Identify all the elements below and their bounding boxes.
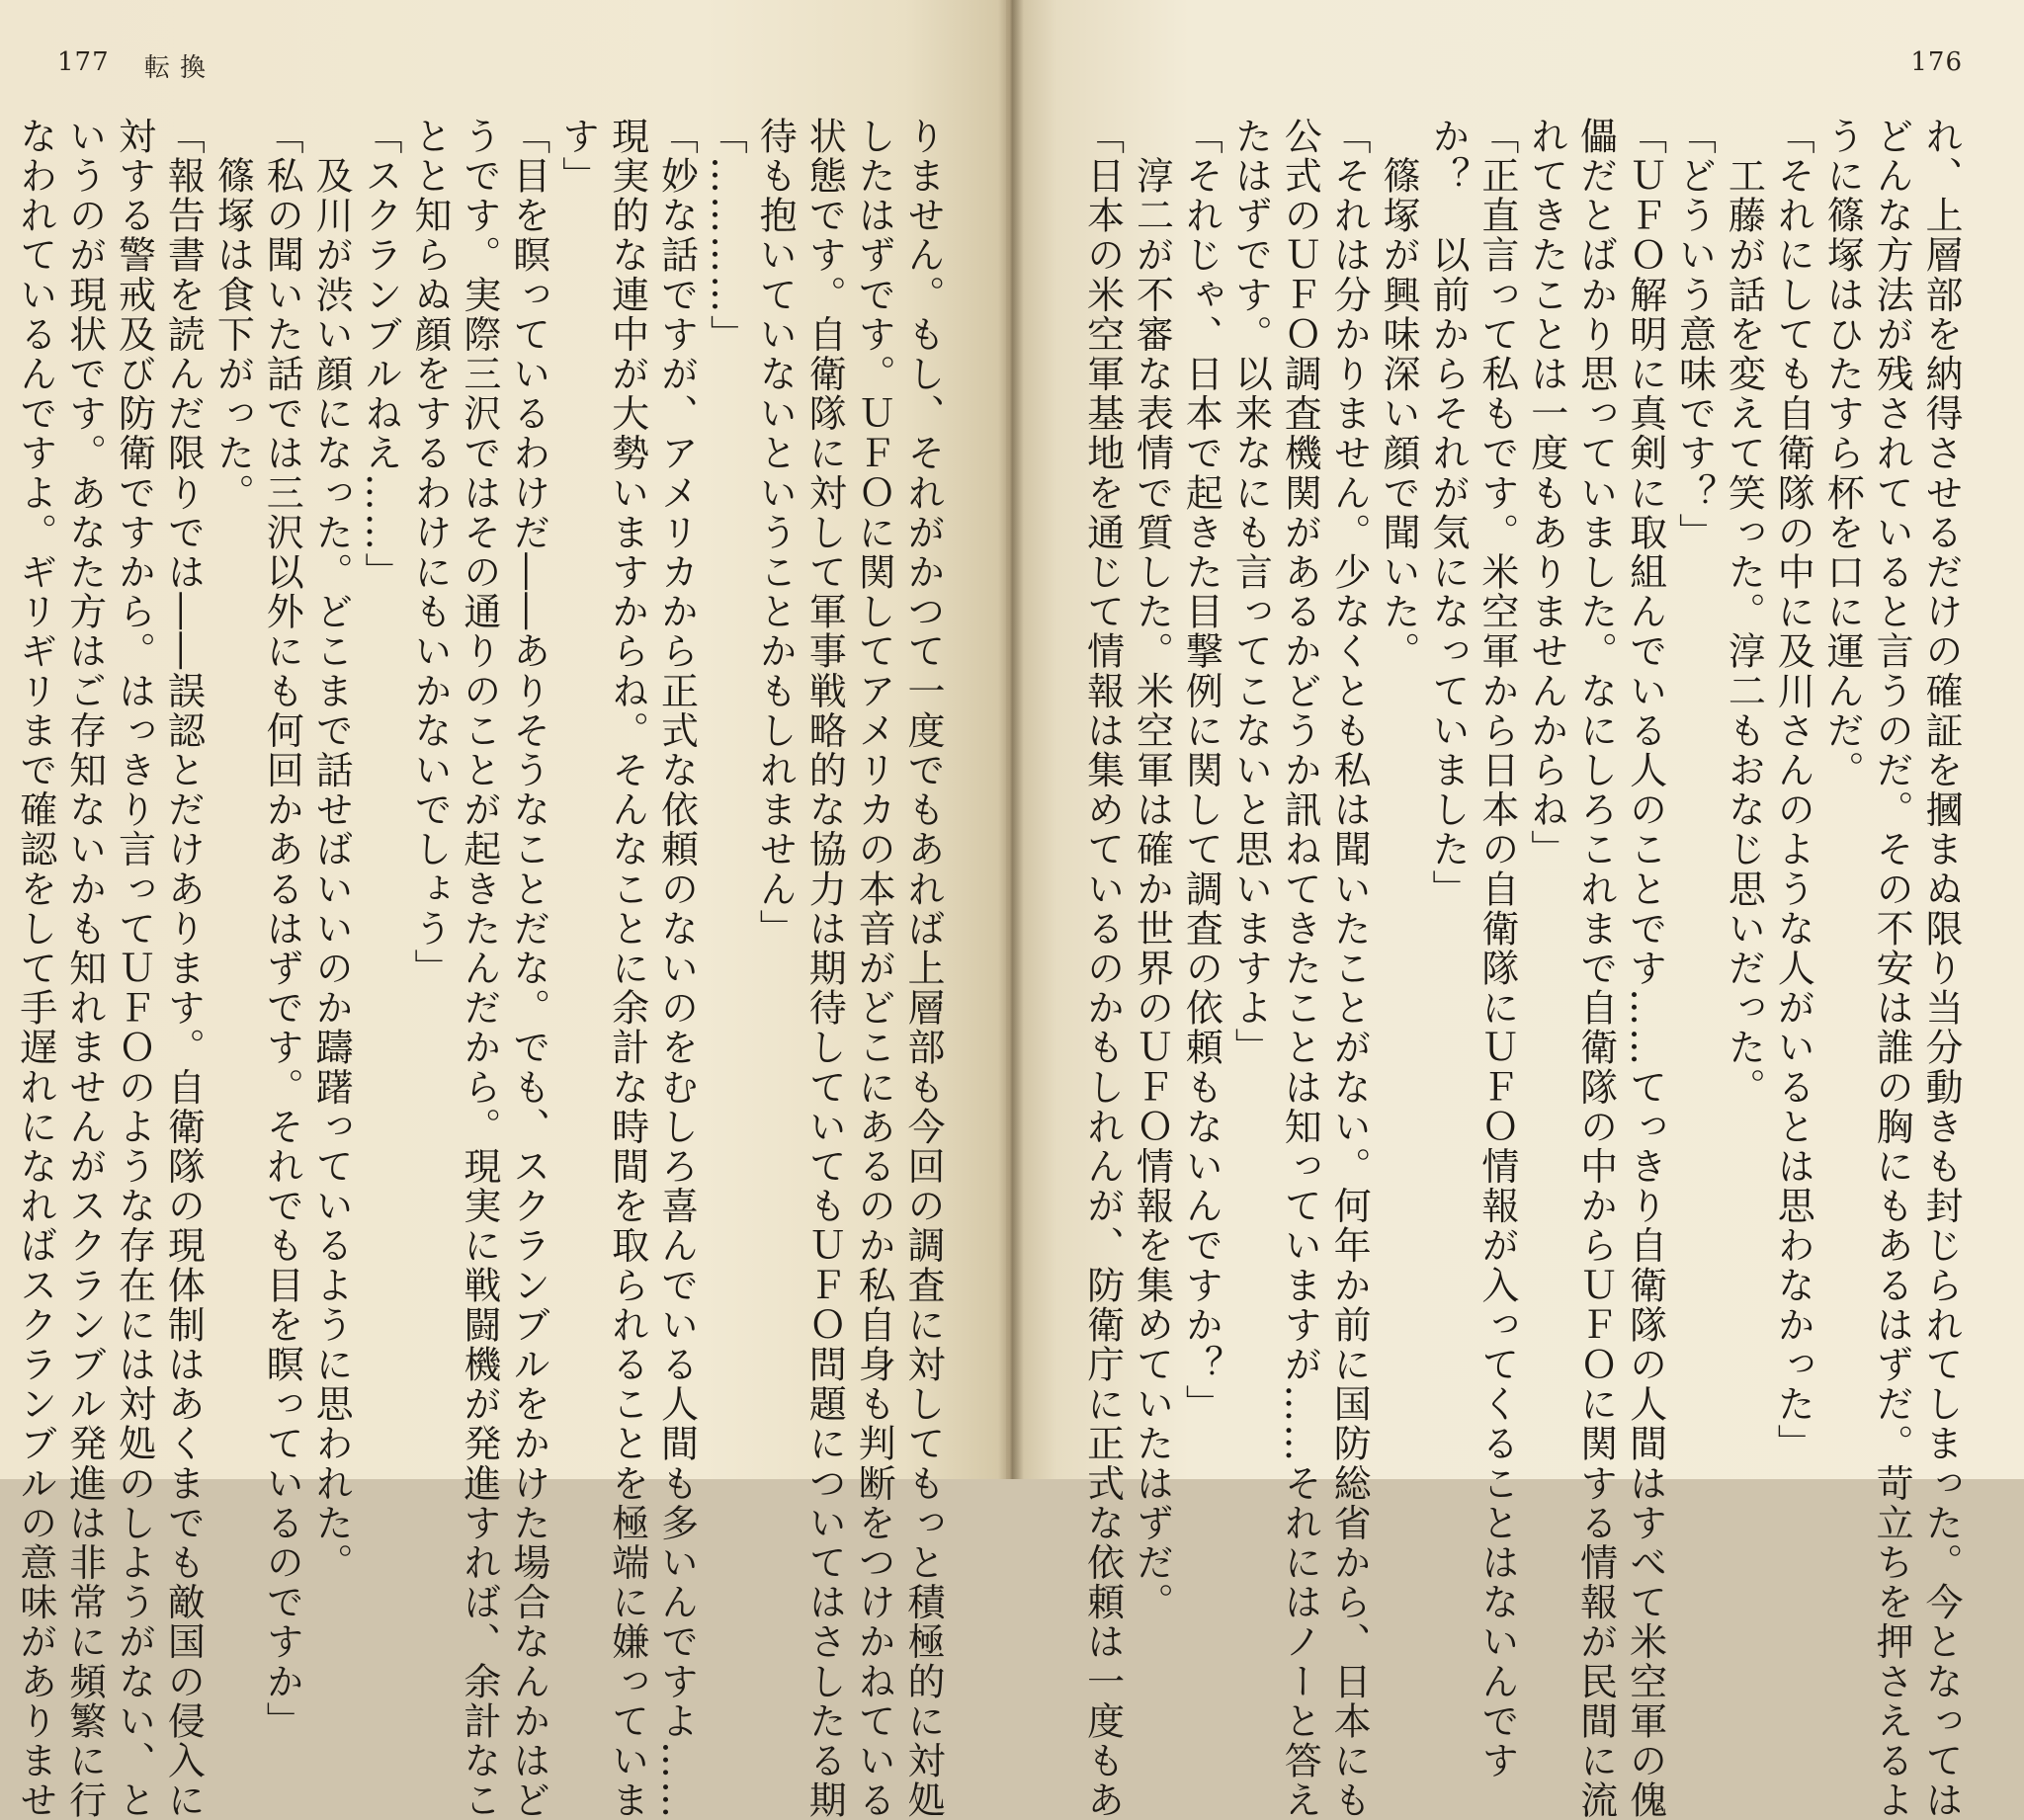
- text-line: 状態です。自衛隊に対して軍事戦略的な協力は期待していてもＵＦＯ問題についてはさしたる期: [802, 117, 847, 1820]
- left-page-number: 177: [57, 47, 110, 77]
- text-line: うです。実際三沢ではその通りのことが起きたんだから。現実に戦闘機が発進すれば、余計なこ: [457, 117, 501, 1820]
- text-line: 現実的な連中が大勢いますからね。そんなことに余計な時間を取られることを極端に嫌っていま: [605, 117, 649, 1820]
- text-line: 「日本の米空軍基地を通じて情報は集めているのかもしれんが、防衛庁に正式な依頼は一度もあ: [1080, 117, 1125, 1820]
- text-line: 「目を瞑っているわけだ――ありそうなことだな。でも、スクランブルをかけた場合なんかはど: [506, 117, 550, 1820]
- text-line: す」: [555, 117, 600, 197]
- text-line: 及川が渋い顔になった。どこまで話せばいいのか躊躇っているように思われた。: [309, 117, 354, 1583]
- text-line: か？ 以前からそれが気になっていました」: [1425, 117, 1470, 909]
- text-line: 対する警戒及び防衛ですから。はっきり言ってＵＦＯのような存在には対処のしようがない、と: [112, 117, 156, 1820]
- text-line: れ、上層部を納得させるだけの確証を摑まぬ限り当分動きも封じられてしまった。今となっては: [1919, 117, 1963, 1820]
- text-line: とと知らぬ顔をするわけにもいかないでしょう」: [407, 117, 452, 989]
- right-page: [1006, 0, 2024, 1820]
- text-line: なわれているんですよ。ギリギリまで確認をして手遅れになればスクランブルの意味がありませ: [13, 117, 57, 1820]
- text-line: たはずです。以来なにも言ってこないと思いますよ」: [1228, 117, 1273, 1068]
- text-line: うに篠塚はひたすら杯を口に運んだ。: [1820, 117, 1865, 790]
- text-line: 篠塚が興味深い顔で聞いた。: [1377, 117, 1421, 672]
- text-line: 「妙な話ですが、アメリカから正式な依頼のないのをむしろ喜んでいる人間も多いんですよ……: [654, 117, 699, 1820]
- text-line: 「…………」: [704, 117, 748, 355]
- right-page-body: [1077, 117, 1965, 1820]
- text-line: 公式のＵＦＯ調査機関があるかどうか訊ねてきたことは知っていますが……それにはノーと答え: [1278, 117, 1322, 1820]
- text-line: 「それじゃ、日本で起きた目撃例に関して調査の依頼もないんですか？」: [1179, 117, 1223, 1425]
- text-line: 「それにしても自衛隊の中に及川さんのような人がいるとは思わなかった」: [1771, 117, 1815, 1464]
- left-page: [0, 0, 1006, 1820]
- text-line: れてきたことは一度もありませんからね」: [1524, 117, 1568, 869]
- text-line: 「スクランブルねえ……」: [359, 117, 403, 593]
- running-title: 転換: [144, 53, 216, 83]
- left-page-body: [13, 117, 947, 1820]
- text-line: 篠塚は食下がった。: [211, 117, 255, 513]
- text-line: 「ＵＦＯ解明に真剣に取組んでいる人のことです……てっきり自衛隊の人間はすべて米空軍の傀: [1623, 117, 1667, 1820]
- text-line: 「報告書を読んだ限りでは――誤認とだけあります。自衛隊の現体制はあくまでも敵国の侵入に: [161, 117, 206, 1820]
- text-line: 「正直言って私もです。米空軍から日本の自衛隊にＵＦＯ情報が入ってくることはないんです: [1475, 117, 1519, 1781]
- text-line: 淳二が不審な表情で質した。米空軍は確か世界のＵＦＯ情報を集めていたはずだ。: [1130, 117, 1174, 1622]
- text-line: 「どういう意味です？」: [1672, 117, 1717, 553]
- text-line: 儡だとばかり思っていました。なにしろこれまで自衛隊の中からＵＦＯに関する情報が民間に流: [1573, 117, 1618, 1820]
- text-line: 待も抱いていないということかもしれません」: [753, 117, 798, 950]
- right-page-number: 176: [1910, 47, 1963, 77]
- text-line: どんな方法が残されていると言うのだ。その不安は誰の胸にもあるはずだ。苛立ちを押さえるよ: [1870, 117, 1914, 1820]
- text-line: 工藤が話を変えて笑った。淳二もおなじ思いだった。: [1722, 117, 1766, 1108]
- text-line: 「私の聞いた話では三沢以外にも何回かあるはずです。それでも目を瞑っているのですか」: [260, 117, 304, 1742]
- book-gutter: [998, 0, 1024, 1479]
- text-line: したはずです。ＵＦＯに関してアメリカの本音がどこにあるのか私自身も判断をつけかねている: [852, 117, 896, 1820]
- text-line: いうのが現状です。あなた方はご存知ないかも知れませんがスクランブル発進は非常に頻繁に行: [62, 117, 107, 1820]
- text-line: りません。もし、それがかつて一度でもあれば上層部も今回の調査に対してもっと積極的に対処: [901, 117, 945, 1820]
- text-line: 「それは分かりません。少なくとも私は聞いたことがない。何年か前に国防総省から、日本にも: [1327, 117, 1372, 1820]
